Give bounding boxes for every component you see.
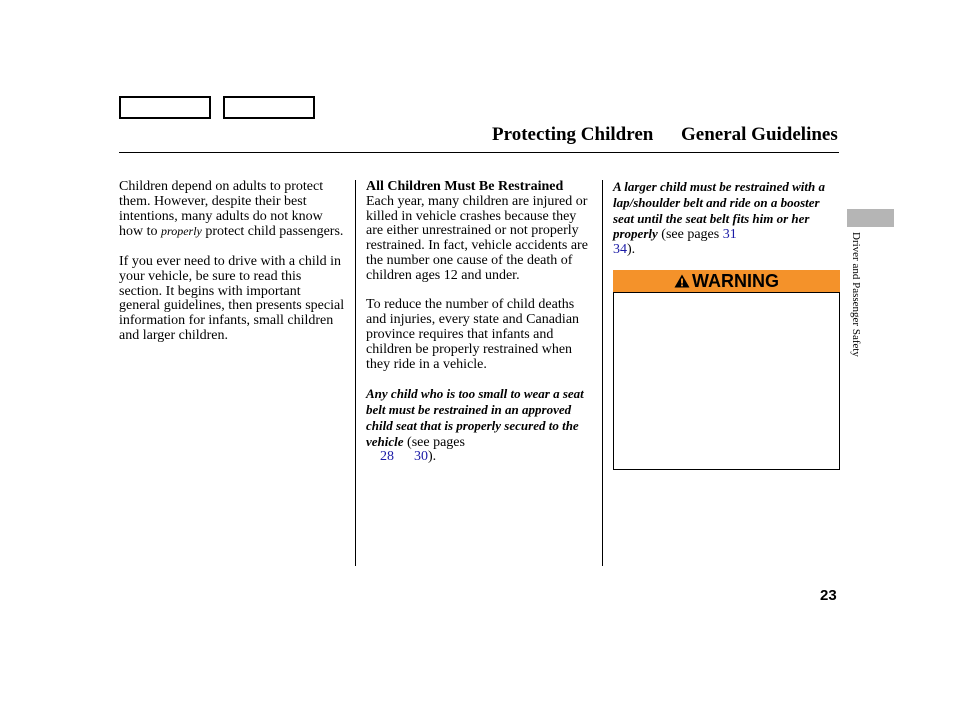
page-topic: General Guidelines — [681, 124, 838, 145]
column-middle — [366, 180, 592, 465]
emphasis-properly: properly — [161, 224, 202, 239]
legal-paragraph: To reduce the number of child deaths and injuries, every state and Canadian province requires that infants and children be properly restrained when they ride in a vehicle. — [366, 297, 580, 372]
warning-triangle-icon — [674, 274, 690, 288]
page-link-34[interactable]: 34 — [613, 242, 627, 258]
previous-page-button[interactable] — [119, 96, 211, 119]
page-link-30[interactable]: 30 — [414, 449, 428, 465]
header-divider — [119, 152, 839, 153]
page-link-31[interactable]: 31 — [722, 227, 737, 243]
child-seat-paragraph: Any child who is too small to wear a seat belt must be restrained in an approved child seat that is properly secured to the vehicle (see pages 28 30). — [366, 386, 584, 465]
warning-label: WARNING — [692, 271, 779, 291]
section-title: Protecting Children — [492, 124, 654, 145]
column-left — [119, 180, 345, 344]
column-right — [613, 180, 839, 258]
column-divider — [355, 180, 356, 566]
warning-header — [613, 270, 840, 292]
statistics-paragraph: Each year, many children are injured or killed in vehicle crashes because they are either unrestrained or not properly restrained. In fact, vehicle accidents are the number one cause of the death of children ages 12 and under. — [366, 193, 588, 283]
subsection-heading: All Children Must Be Restrained — [366, 179, 564, 194]
section-overview-paragraph: If you ever need to drive with a child in your vehicle, be sure to read this section. It begins with important general guidelines, then presents special information for infants, small children and larger children. — [119, 253, 345, 343]
intro-paragraph: Children depend on adults to protect them. However, despite their best intentions, many adults do not know how to properly protect child passengers. — [119, 179, 344, 240]
page-link-28[interactable]: 28 — [380, 449, 394, 465]
column-divider — [602, 180, 603, 566]
chapter-label: Driver and Passenger Safety — [850, 232, 862, 357]
warning-content-box — [613, 292, 840, 470]
chapter-tab[interactable] — [847, 209, 894, 227]
page-number: 23 — [820, 587, 837, 604]
booster-seat-paragraph: A larger child must be restrained with a lap/shoulder belt and ride on a booster seat until the seat belt fits him or her properly (see pages 31 34). — [613, 179, 826, 258]
next-page-button[interactable] — [223, 96, 315, 119]
